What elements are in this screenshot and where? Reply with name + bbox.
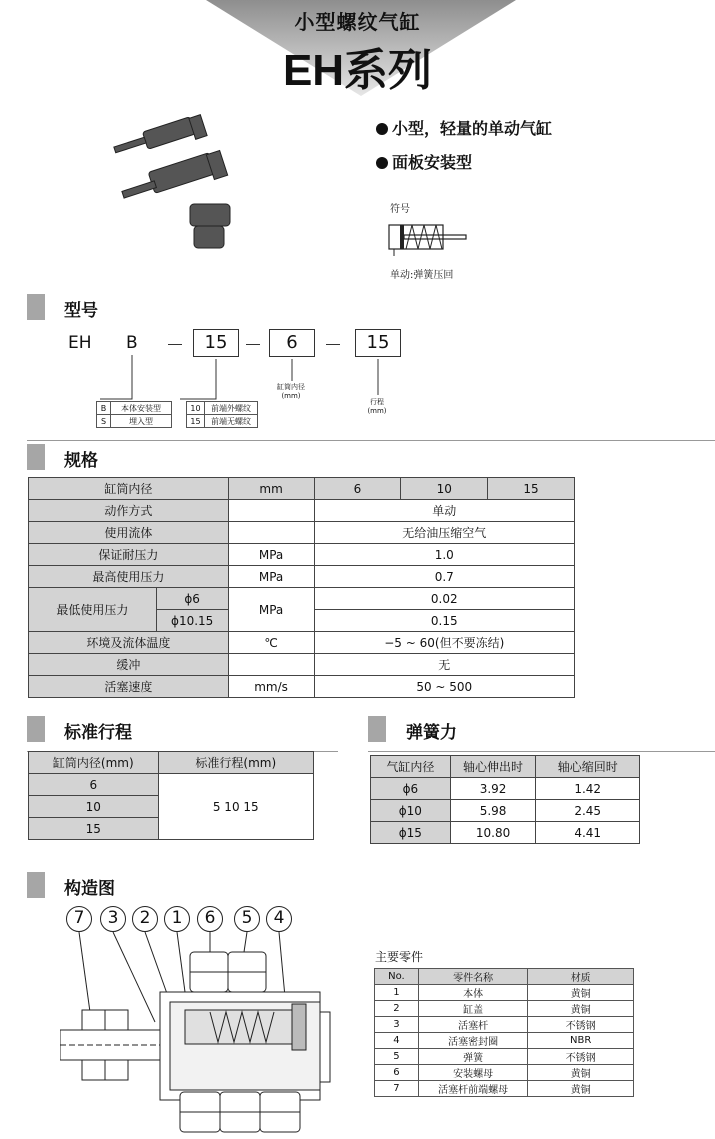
feature-1: 小型，轻量的单动气缸 [376,116,552,139]
stroke-table: 缸筒内径(mm) 标准行程(mm) 6 5 10 15 10 15 [28,751,314,840]
feature-2: 面板安装型 [376,150,472,173]
callout-6: 6 [197,906,223,932]
section-title: 型号 [64,301,98,321]
mount-option-table: B 本体安装型 S 埋入型 [96,401,172,428]
callout-4: 4 [266,906,292,932]
section-title: 弹簧力 [406,723,457,743]
section-spec [0,444,715,480]
model-code-stroke: 15 [355,329,401,357]
section-title: 规格 [64,451,98,471]
thread-option-table: 10 前端外螺纹 15 前端无螺纹 [186,401,258,428]
symbol-caption: 单动:弹簧压回 [390,270,454,281]
product-photo [104,110,244,260]
callout-3: 3 [100,906,126,932]
stroke-note: 行程 (mm) [367,398,387,415]
model-code-series: EH [68,333,92,353]
cylinder-symbol-icon [388,222,468,256]
callout-2: 2 [132,906,158,932]
model-code-bore: 6 [269,329,315,357]
spec-table: 缸筒内径 mm 6 10 15 动作方式 单动 使用流体 无给油压缩空气 保证耐压力 MPa 1.0 最高使用压力 MPa 0.7 最低使用压力 ϕ6 MPa 0.02 ϕ10.15 0.15 环境及流体温度 ℃ −5 ~ 60(但不要冻结) 缓冲 无 活塞速度 mm/s 50 ~ 500 [28,477,575,698]
model-code-thread: 15 [193,329,239,357]
bullet-icon [376,123,388,135]
section-title: 构造图 [64,879,115,899]
callout-1: 1 [164,906,190,932]
section-structure [0,872,715,908]
bullet-icon [376,157,388,169]
parts-title: 主要零件 [375,950,424,964]
section-spring [368,716,715,752]
symbol-label: 符号 [390,204,410,215]
model-code-mount: B [126,333,138,353]
parts-table: No. 零件名称 材质 1 本体 黄铜 2 缸盖 黄铜 3 活塞杆 不锈钢 4 活塞密封圈 NBR 5 弹簧 不锈钢 6 安装螺母 黄铜 7 活塞杆前端螺母 黄铜 [374,968,634,1097]
spring-table: 气缸内径 轴心伸出时 轴心缩回时 ϕ6 3.92 1.42 ϕ10 5.98 2.45 ϕ15 10.80 4.41 [370,755,640,844]
page-title: EH系列 [282,46,433,95]
callout-7: 7 [66,906,92,932]
model-leader-lines [90,355,410,405]
section-model [0,294,715,330]
callout-5: 5 [234,906,260,932]
structure-drawing [60,932,340,1136]
section-stroke [0,716,338,752]
page-subtitle: 小型螺纹气缸 [294,10,421,34]
bore-note: 缸筒内径 (mm) [277,383,305,400]
section-title: 标准行程 [64,723,132,743]
